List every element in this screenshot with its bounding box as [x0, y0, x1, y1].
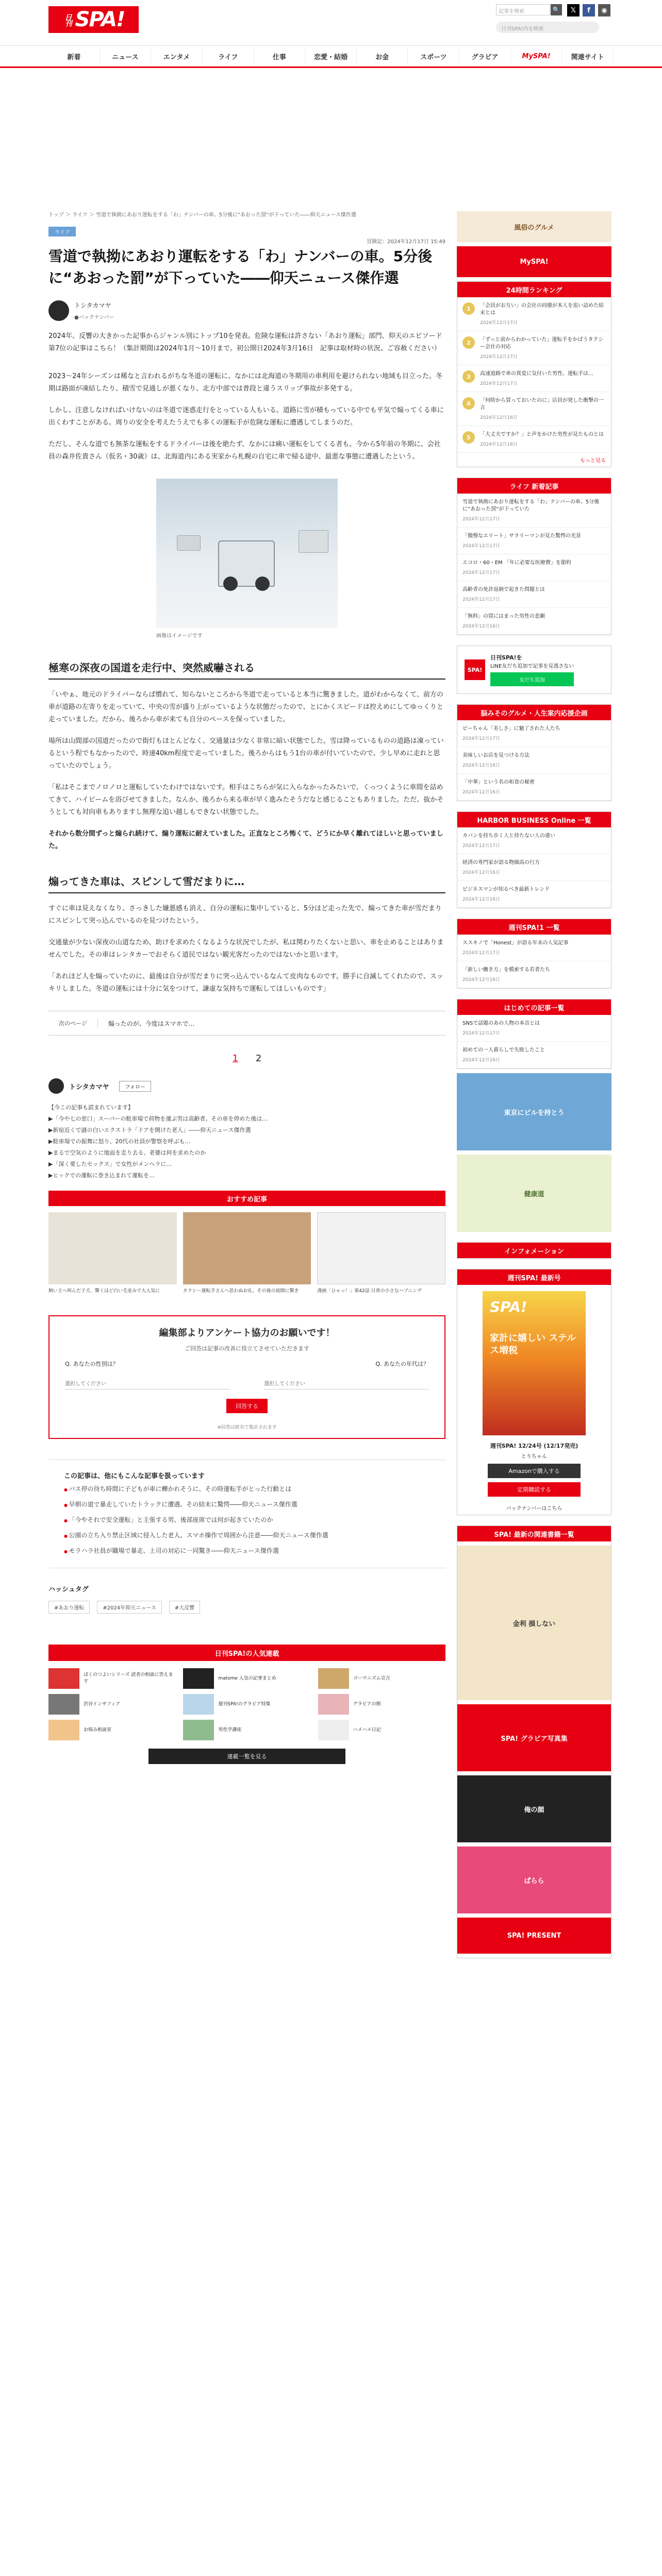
also-read-item[interactable]: ● 「今やそれで安全運転」と主張する男、後部座席では何が起きていたのか: [64, 1514, 430, 1527]
line-add-button[interactable]: 友だち追加: [490, 672, 574, 686]
popular-item[interactable]: [48, 1720, 176, 1740]
nav-item[interactable]: エンタメ: [151, 46, 203, 66]
ranking-box: [457, 281, 611, 467]
paragraph: ただし、そんな道でも無茶な運転をするドライバーは後を絶たず、なかには痛い運転をしてくる者も。今から5年前の冬期に、会社員の森井佐貴さん（仮名・30歳）は、北海道内にある実家から札幌の自宅に車で帰る途中、最悪な事態に遭遇したという。: [48, 440, 441, 461]
also-read-box: [48, 1460, 445, 1568]
next-page-label: 次のページ: [48, 1019, 98, 1027]
paragraph: 場所は山間部の国道だったので街灯もほとんどなく、交通量は少なく非常に暗い状態でした。雪は降っているものの道路は凍っているという程でもなかったので、時速40km程度で走っていました。後ろからはもう1台の車が付いていたので、少し早めに走れと思っていたのでしょう。: [48, 737, 444, 770]
rank-date: 2024年12月17日: [480, 381, 518, 386]
also-read-title: この記事は、他にもこんな記事を扱っています: [64, 1472, 205, 1480]
gourmet-banner[interactable]: 風俗のグルメ: [457, 211, 611, 242]
rank-title: 高速道路で車の異変に気付いた男性、運転手は…: [480, 371, 593, 377]
side-list-item[interactable]: [457, 827, 611, 854]
author-name[interactable]: トシタカマヤ: [74, 302, 111, 309]
side-list-item[interactable]: [457, 494, 611, 528]
life-new-heading: ライフ 新着記事: [457, 478, 611, 494]
rank-number: 5: [462, 431, 475, 444]
article-photo: [156, 479, 338, 628]
popular-item[interactable]: [48, 1694, 176, 1715]
related-link[interactable]: ▶「今や七の窓口」スーパーの駐車場で荷物を運ぶ男は高齢者。その車を停めた後は…: [48, 1115, 268, 1122]
related-head: 【今この記事も読まれています】: [48, 1104, 134, 1111]
side-list-item[interactable]: [457, 554, 611, 581]
global-nav: [0, 45, 662, 68]
popular-item[interactable]: [183, 1694, 310, 1715]
x-icon[interactable]: 𝕏: [567, 4, 580, 16]
page-2[interactable]: 2: [255, 1053, 262, 1064]
paragraph: 「私はそこまでノロノロと運転していたわけではないです。相手はこちらが気に入らなかったみたいで、くっつくように車間を詰めてきて、ハイビームを浴びせてきました。なんか、後ろから来る車が早く進みたそうだなと感じることもありました。ただ、抜かそうとしても対向車もありますし無理な追い越しもできない状態でした。: [48, 784, 444, 816]
intro-paragraph: 2024年、反響の大きかった記事からジャンル別にトップ10を発表。危険な運転は許さない「あおり運転」部門、仰天のエピソード第7位の記事はこちら！（集計期間は2024年1月〜10月まで。初公開日2024年3月16日 記事は取材時の状況、ご容赦ください）: [48, 332, 442, 352]
rank-title: 「何時から買っておいたのに」店員が発した衝撃の一言: [480, 398, 604, 411]
popular-text: matome 人気の記事まとめ: [218, 1675, 276, 1681]
hashtag[interactable]: #あおり運転: [48, 1601, 90, 1614]
paragraph: すぐに車は見えなくなり、さっきした嫌悪感も消え、自分の運転に集中していると、5分ほど走った先で、煽ってきた車が雪だまりにスピンして突っ込んでいるのを見つけたという。: [48, 905, 442, 925]
survey-q1: Q. あなたの性別は？: [65, 1361, 119, 1367]
side-list-title: ススキノで「Honest」が語る年末の人気記事: [462, 940, 569, 946]
avatar[interactable]: [48, 1078, 64, 1094]
popular-thumbnail: [318, 1668, 349, 1689]
ranking-item[interactable]: [457, 365, 611, 392]
rank-date: 2024年12月17日: [480, 320, 518, 326]
rank-date: 2024年12月16日: [480, 442, 518, 447]
hajimete-box: [457, 999, 611, 1069]
side-list-date: 2024年12月17日: [462, 951, 500, 956]
side-list-title: ビジネスマンが知るべき最新トレンド: [462, 887, 550, 892]
rank-title: 「ずっと前からわかっていた」運転手をかばうタクシー会社の対応: [480, 337, 604, 350]
popular-thumbnail: [48, 1720, 79, 1740]
recommend-thumbnail: [183, 1212, 311, 1284]
side-list-item[interactable]: [457, 1042, 611, 1069]
recommend-card[interactable]: [317, 1212, 445, 1295]
site-logo[interactable]: 日刊 SPA!: [48, 6, 139, 33]
book-thumbnail[interactable]: SPA! グラビア写真集: [457, 1704, 611, 1771]
paragraph: 「いやぁ、地元のドライバーならば慣れて、知らないところから冬道で走っていると本当に驚きました。道がわからなくて、前方の車が道路の左寄りを走っていて、中央の雪が盛り上がっているような状態だったので、とにかくスピードは控えめにしてゆっくりと走っていました。だから、後ろから車が来ても自分のペースを保っていました。: [48, 691, 443, 723]
side-list-date: 2024年12月16日: [462, 790, 500, 795]
side-list-date: 2024年12月17日: [462, 517, 500, 522]
popular-item[interactable]: [318, 1668, 445, 1689]
survey-subtitle: ご回答は記事の改善に役立てさせていただきます: [185, 1345, 309, 1352]
popular-thumbnail: [318, 1694, 349, 1715]
follow-button[interactable]: フォロー: [119, 1081, 151, 1092]
books-heading: SPA! 最新の関連書籍一覧: [457, 1526, 611, 1541]
cover-title: SPA!: [490, 1298, 527, 1315]
side-list-date: 2024年12月17日: [462, 843, 500, 849]
related-link[interactable]: ▶ヒックでの運転に巻き込まれて運転を…: [48, 1172, 155, 1179]
gourmet-box: [457, 704, 611, 801]
side-list-title: 高齢者の免許返納で起きた問題とは: [462, 587, 545, 592]
popular-text: 男性学講座: [218, 1727, 242, 1733]
article-title: 雪道で執拗にあおり運転をする「わ」ナンバーの車。5分後に“あおった罰”が下っていた――仰天ニュース傑作選: [48, 248, 433, 286]
issue-heading: 週刊SPA! 最新号: [457, 1269, 611, 1285]
side-list-item[interactable]: [457, 720, 611, 747]
rank-number: 4: [462, 397, 475, 410]
ranking-item[interactable]: [457, 426, 611, 453]
recommend-caption: 漫画「ひゃっ！」第42話 日常の小さなハプニング: [317, 1289, 422, 1294]
also-read-item[interactable]: ● 公園の立ち入り禁止区域に侵入した老人、スマホ操作で周囲から注意――仰天ニュース傑作選: [64, 1530, 430, 1542]
nav-item[interactable]: MySPA!: [511, 46, 562, 66]
issue-date: 週刊SPA! 12/24号 (12/17発売): [490, 1443, 578, 1449]
line-sub: LINE友だち追加で記事を見逃さない: [490, 664, 574, 669]
recommend-grid: [48, 1212, 445, 1295]
nav-item[interactable]: 関連サイト: [562, 46, 614, 66]
facebook-icon[interactable]: f: [583, 4, 595, 16]
side-list-title: 「新しい働き方」を模索する若者たち: [462, 967, 550, 973]
ranking-heading: 24時間ランキング: [457, 282, 611, 297]
survey-box: [48, 1315, 445, 1439]
search-input[interactable]: 記事を検索: [496, 4, 550, 15]
nav-item[interactable]: スポーツ: [408, 46, 459, 66]
side-list-title: 「傲慢なエリート」サラリーマンが見た驚愕の光景: [462, 533, 581, 539]
pagination: [48, 1053, 445, 1064]
rank-title: 「大丈夫ですか？」と声をかけた男性が見たものとは: [480, 432, 604, 437]
myspa-banner[interactable]: MySPA!: [457, 246, 611, 277]
ranking-item[interactable]: [457, 331, 611, 365]
side-list-item[interactable]: [457, 961, 611, 988]
popular-text: ゴーマニズム宣言: [353, 1675, 390, 1681]
line-box: [457, 646, 611, 694]
side-list-title: 雪道で執拗にあおり運転をする「わ」ナンバーの車、5分後に“あおった罰”が下っていた: [462, 499, 600, 512]
related-link[interactable]: ▶駐車場での振舞に怒り、20代の社員が警察を呼ぶも…: [48, 1138, 191, 1145]
age-select[interactable]: 選択してください: [264, 1375, 429, 1389]
related-link[interactable]: ▶「深く愛したセックス」で女性がメンヘラに…: [48, 1161, 172, 1167]
sub-search-input[interactable]: 日刊SPA!内を検索: [496, 22, 599, 33]
side-list-title: エコロ・60・EM 「年に必要な医療費」を節約: [462, 560, 571, 566]
info-heading: インフォメーション: [457, 1243, 611, 1258]
popular-grid: [48, 1668, 445, 1740]
ranking-item[interactable]: [457, 392, 611, 426]
survey-title: 編集部よりアンケート協力のお願いです！: [159, 1328, 335, 1338]
side-list-title: ピーちゃん「美しさ」に魅了された人たち: [462, 726, 560, 732]
side-list-date: 2024年12月16日: [462, 897, 500, 902]
side-list-date: 2024年12月16日: [462, 870, 500, 875]
paragraph: 「あれほど人を煽っていたのに、最後は自分が雪だまりに突っ込んでいるなんて皮肉なものです。勝手に自滅してくれたので、スッキリしました。冬道の運転には十分に気をつけて、謙虚な気持ちで運転してほしいものです」: [48, 973, 443, 993]
hashtag[interactable]: #2024年仰天ニュース: [97, 1601, 161, 1614]
side-list-date: 2024年12月17日: [462, 570, 500, 575]
next-page-link[interactable]: [48, 1011, 445, 1036]
popular-thumbnail: [183, 1668, 214, 1689]
backnumber-link[interactable]: ●バックナンバー: [74, 315, 114, 320]
nav-item[interactable]: 新着: [48, 46, 100, 66]
side-list-item[interactable]: [457, 774, 611, 801]
side-list-title: SNSで話題のあの人物の本音とは: [462, 1021, 540, 1026]
tokyo-banner[interactable]: 東京にビルを持とう: [457, 1073, 611, 1150]
section-heading: 極寒の深夜の国道を走行中、突然威嚇される: [48, 659, 445, 680]
avatar[interactable]: [48, 300, 69, 321]
author-name[interactable]: トシタカマヤ: [69, 1083, 109, 1091]
side-list-title: カバンを持ち歩く人と持たない人の違い: [462, 833, 555, 839]
popular-item[interactable]: [183, 1668, 310, 1689]
nav-item[interactable]: 恋愛・結婚: [305, 46, 357, 66]
nav-item[interactable]: グラビア: [459, 46, 511, 66]
gourmet-heading: 脳みそのグルメ・人生案内応援企画: [457, 705, 611, 720]
site-header: [0, 0, 662, 45]
section-heading: 煽ってきた車は、スピンして雪だまりに…: [48, 873, 445, 893]
car-shape: [299, 530, 328, 553]
breadcrumb[interactable]: トップ ＞ ライフ ＞ 雪道で執拗にあおり運転をする「わ」ナンバーの車。5分後に“あおった罰”が下っていた――仰天ニュース傑作選: [48, 212, 356, 218]
popular-thumbnail: [318, 1720, 349, 1740]
car-shape: [177, 535, 201, 551]
health-banner[interactable]: 健康道: [457, 1155, 611, 1232]
sidebar: [457, 211, 611, 1958]
survey-q2: Q. あなたの年代は？: [375, 1361, 429, 1367]
rank-number: 3: [462, 370, 475, 383]
nav-item[interactable]: 仕事: [254, 46, 306, 66]
popular-text: グラビアの館: [353, 1701, 381, 1707]
side-list-item[interactable]: [457, 608, 611, 635]
spa1-box: [457, 919, 611, 989]
article-main: [48, 211, 445, 1764]
side-list-date: 2024年12月16日: [462, 1058, 500, 1063]
popular-item[interactable]: [48, 1668, 176, 1689]
next-page-text: 煽ったのが、今度はスマホで…: [108, 1020, 195, 1027]
line-title: 日刊SPA!を: [490, 654, 522, 661]
gender-select[interactable]: 選択してください: [65, 1375, 230, 1389]
book-thumbnail[interactable]: 金利 損しない: [457, 1546, 611, 1700]
paragraph: 交通量が少ない深夜の山道なため、助けを求めたくなるような状況でしたが、私は関わりたくないと思い、車を止めることはありませんでした。その車はレンタカーでおそらく道民ではない観光客だったのではないかと思います。: [48, 939, 444, 959]
side-list-date: 2024年12月17日: [462, 1031, 500, 1036]
author-block: [48, 300, 445, 321]
magazine-cover[interactable]: [483, 1291, 586, 1435]
popular-thumbnail: [183, 1720, 214, 1740]
photo-caption: 画像はイメージです: [156, 633, 203, 639]
issue-sub: とりちゃん: [521, 1454, 547, 1460]
survey-submit-button[interactable]: 回答する: [226, 1399, 268, 1413]
hajimete-heading: はじめての記事一覧: [457, 999, 611, 1015]
harbor-heading: HARBOR BUSINESS Online 一覧: [457, 812, 611, 827]
popular-text: ハメハメ日記: [353, 1727, 381, 1733]
harbor-box: [457, 811, 611, 908]
popular-series: [48, 1645, 445, 1764]
popular-text: お悩み相談室: [84, 1727, 112, 1733]
nav-item[interactable]: お金: [357, 46, 408, 66]
popular-text: ぼくのつよいシリーズ 読者の相談に答えます: [84, 1672, 173, 1684]
popular-thumbnail: [183, 1694, 214, 1715]
recommend-heading: おすすめ記事: [48, 1191, 445, 1206]
popular-item[interactable]: [183, 1720, 310, 1740]
nav-item[interactable]: ライフ: [203, 46, 254, 66]
ranking-more-link[interactable]: もっと見る: [580, 458, 606, 464]
rank-number: 2: [462, 336, 475, 349]
book-thumbnail[interactable]: ぱらら: [457, 1846, 611, 1913]
category-tag[interactable]: ライフ: [48, 227, 76, 236]
rank-date: 2024年12月16日: [480, 415, 518, 420]
side-list-date: 2024年12月16日: [462, 763, 500, 768]
popular-heading: 日刊SPA!の人気連載: [48, 1645, 445, 1661]
survey-note: ※回答は匿名で集計されます: [217, 1425, 277, 1430]
side-list-date: 2024年12月17日: [462, 597, 500, 602]
rank-date: 2024年12月17日: [480, 354, 518, 360]
nav-item[interactable]: ニュース: [100, 46, 152, 66]
latest-issue-box: [457, 1269, 611, 1515]
life-new-box: [457, 478, 611, 635]
side-list-item[interactable]: [457, 854, 611, 881]
also-read-item[interactable]: ● バス停の待ち時間に子どもが車に轢かれそうに、その時運転手がとった行動とは: [64, 1483, 430, 1496]
side-list-title: 「中華」という名の和食の秘密: [462, 779, 535, 785]
side-list-item[interactable]: [457, 935, 611, 961]
side-list-title: 初めての一人暮らしで失敗したこと: [462, 1047, 545, 1053]
series-more-button[interactable]: 連載一覧を見る: [148, 1749, 345, 1764]
side-list-title: 美味しいお店を見つける方法: [462, 753, 529, 758]
popular-item[interactable]: [318, 1720, 445, 1740]
rank-title: 「会員がお互い」の会社の同僚が本人を追い詰めた結末とは: [480, 303, 604, 316]
related-link[interactable]: ▶まるで空気のように地面を走り去る、老婆は何を求めたのか: [48, 1149, 206, 1156]
side-list-title: 「無料」の罠にはまった男性の悲劇: [462, 614, 545, 619]
books-box: [457, 1526, 611, 1958]
hashtag-label: ハッシュタグ: [48, 1586, 89, 1594]
side-list-item[interactable]: [457, 881, 611, 908]
amazon-buy-button[interactable]: Amazonで購入する: [488, 1464, 581, 1478]
popular-thumbnail: [48, 1694, 79, 1715]
recommend-caption: タクシー運転手さんへ思わぬお礼、その後の展開に驚き: [183, 1289, 299, 1294]
page-1[interactable]: 1: [232, 1053, 239, 1064]
popular-item[interactable]: [318, 1694, 445, 1715]
ranking-item[interactable]: [457, 297, 611, 331]
recommend-thumbnail: [317, 1212, 445, 1284]
side-list-item[interactable]: [457, 581, 611, 608]
spa-logo-icon: SPA!: [465, 659, 485, 680]
subscribe-button[interactable]: 定期購読する: [488, 1482, 581, 1497]
recommend-caption: 飼い主へ叫んだ子犬、驚くほど白い毛並みで大人気に: [48, 1289, 160, 1294]
recommend-card[interactable]: [183, 1212, 311, 1295]
rss-icon[interactable]: ◉: [598, 4, 610, 16]
side-list-item[interactable]: [457, 1015, 611, 1042]
side-list-date: 2024年12月17日: [462, 544, 500, 549]
popular-thumbnail: [48, 1668, 79, 1689]
info-box: [457, 1242, 611, 1259]
side-list-item[interactable]: [457, 747, 611, 774]
paragraph: それから数分間ずっと煽られ続けて、煽り運転に耐えていました。正直なところ怖くて、どうにか早く離れてほしいと思っていました。: [48, 830, 443, 850]
also-read-item[interactable]: ● モラハラ社員が職場で暴走、上司の対応に一同驚き――仰天ニュース傑作選: [64, 1545, 430, 1557]
book-thumbnail[interactable]: 俺の顔: [457, 1775, 611, 1842]
popular-text: 渋谷インサフィア: [84, 1701, 121, 1707]
recommend-thumbnail: [48, 1212, 177, 1284]
side-list-date: 2024年12月17日: [462, 736, 500, 741]
present-banner[interactable]: SPA! PRESENT: [457, 1918, 611, 1954]
paragraph: しかし、注意しなければいけないのは冬道で迷惑走行をとっている人もいる。道路に雪が積もっている中でも平気で煽ってくる車に出くわすことがある。周りの安全を考えたうえでも多くの運転手が危険な運転に遭遇してしまうのだ。: [48, 406, 444, 427]
related-link[interactable]: ▶新宿近くで謎の白いエクストラ「ドアを開けた老人」――仰天ニュース傑作選: [48, 1127, 251, 1133]
side-list-title: 経済の専門家が語る物価高の行方: [462, 860, 540, 866]
popular-text: 週刊SPA!のグラビア特集: [218, 1701, 271, 1707]
hashtag-list: [48, 1601, 445, 1614]
car-shape: [218, 540, 275, 587]
spa1-heading: 週刊SPA!1 一覧: [457, 919, 611, 935]
search-button[interactable]: 🔍: [551, 4, 562, 15]
backnumber-link[interactable]: バックナンバーはこちら: [506, 1506, 562, 1512]
side-list-item[interactable]: [457, 528, 611, 554]
related-links: [48, 1102, 445, 1181]
author-footer: [48, 1078, 445, 1094]
cover-headline: 家計に嬉しい ステルス増税: [490, 1333, 576, 1356]
side-list-date: 2024年12月16日: [462, 977, 500, 982]
hashtag[interactable]: #大反響: [169, 1601, 200, 1614]
recommend-card[interactable]: [48, 1212, 177, 1295]
also-read-item[interactable]: ● 早朝の道で暴走していたトラックに遭遇、その結末に驚愕――仰天ニュース傑作選: [64, 1499, 430, 1511]
rank-number: 1: [462, 302, 475, 315]
publish-date: 冒険記：2024年12月17日 15:49: [367, 239, 445, 245]
paragraph: 2023〜24年シーズンは稀なと言われるがちな冬道の運転に、なかには北海道の冬期用の車利用を避けられない地域も目立った。冬期は路面が凍結したり、積雪で見通しが悪くなり、北方中部では普段と違うスリップ事故が多発する。: [48, 372, 442, 393]
side-list-date: 2024年12月16日: [462, 624, 500, 629]
